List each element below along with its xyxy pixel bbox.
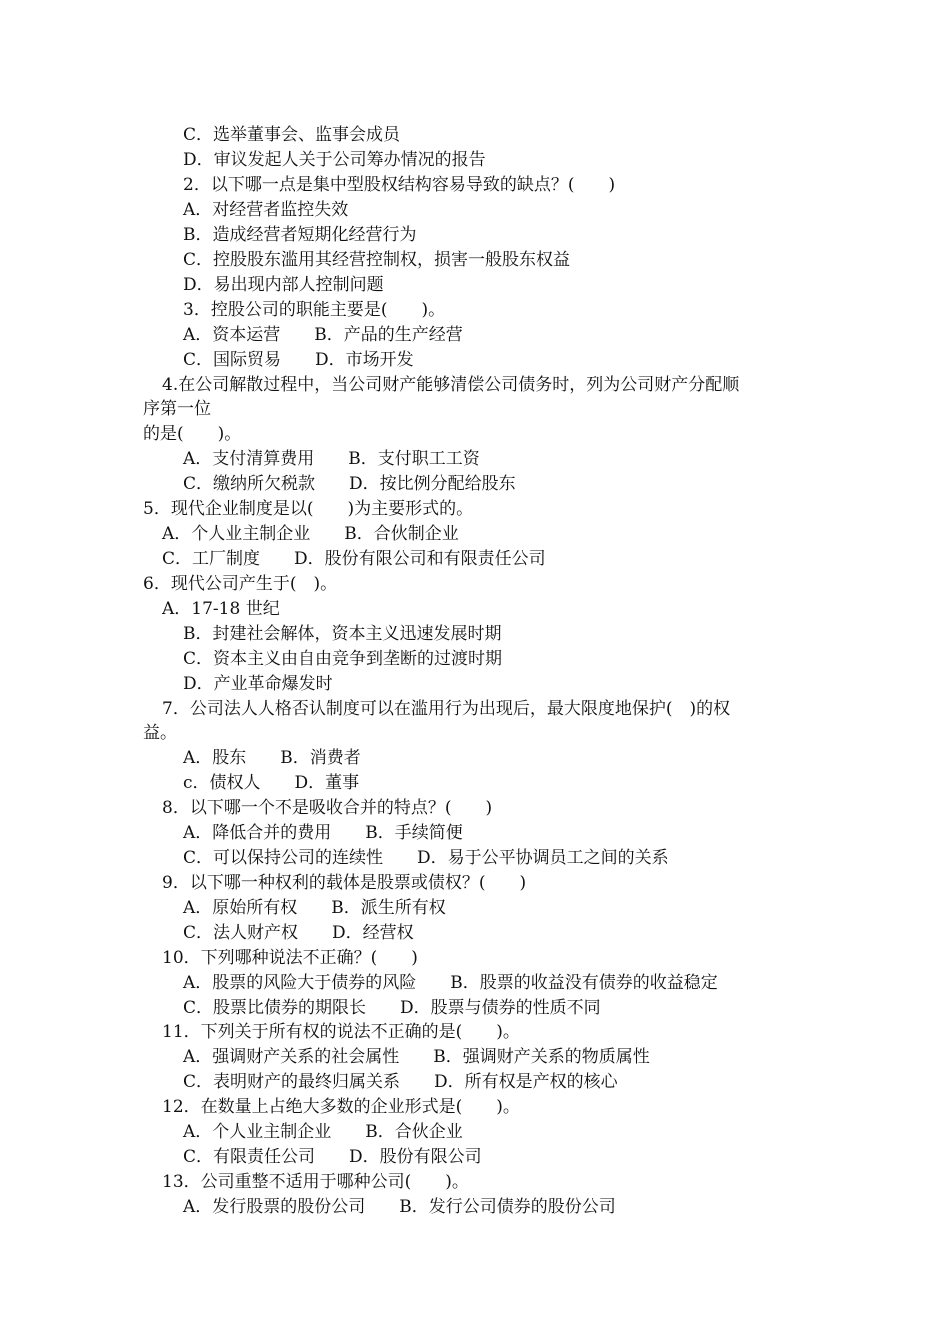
text-line: 2．以下哪一点是集中型股权结构容易导致的缺点？( )	[183, 175, 616, 195]
text-line: 4.在公司解散过程中，当公司财产能够清偿公司债务时，列为公司财产分配顺	[162, 375, 740, 395]
text-line: 7．公司法人人格否认制度可以在滥用行为出现后，最大限度地保护( )的权	[162, 699, 731, 719]
text-line: A．股东 B．消费者	[183, 748, 361, 768]
text-line: A．支付清算费用 B．支付职工工资	[183, 449, 480, 469]
text-line: 3．控股公司的职能主要是( )。	[183, 300, 446, 320]
text-line: C．表明财产的最终归属关系 D．所有权是产权的核心	[183, 1072, 618, 1092]
text-line: C．工厂制度 D．股份有限公司和有限责任公司	[162, 549, 546, 569]
text-line: 6．现代公司产生于( )。	[143, 574, 338, 594]
text-line: D．审议发起人关于公司筹办情况的报告	[183, 150, 486, 170]
text-line: 13．公司重整不适用于哪种公司( )。	[162, 1172, 469, 1192]
text-line: 9．以下哪一种权利的载体是股票或债权？( )	[162, 873, 527, 893]
text-line: D．产业革命爆发时	[183, 674, 333, 694]
text-line: A．强调财产关系的社会属性 B．强调财产关系的物质属性	[183, 1047, 650, 1067]
text-line: C．国际贸易 D．市场开发	[183, 350, 414, 370]
text-line: C．选举董事会、监事会成员	[183, 125, 401, 145]
text-line: C．法人财产权 D．经营权	[183, 923, 414, 943]
text-line: A．资本运营 B．产品的生产经营	[183, 325, 463, 345]
text-line: A．发行股票的股份公司 B．发行公司债券的股份公司	[183, 1197, 616, 1217]
text-line: C．控股股东滥用其经营控制权，损害一般股东权益	[183, 250, 571, 270]
text-line: 8．以下哪一个不是吸收合并的特点？( )	[162, 798, 493, 818]
text-line: B．造成经营者短期化经营行为	[183, 225, 417, 245]
text-line: C．缴纳所欠税款 D．按比例分配给股东	[183, 474, 516, 494]
text-line: 5．现代企业制度是以( )为主要形式的。	[143, 499, 474, 519]
text-line: A．对经营者监控失效	[183, 200, 349, 220]
text-line: A．降低合并的费用 B．手续简便	[183, 823, 463, 843]
text-line: c．债权人 D．董事	[183, 773, 360, 793]
text-line: 益。	[143, 723, 177, 743]
text-line: 12．在数量上占绝大多数的企业形式是( )。	[162, 1097, 520, 1117]
text-line: 10．下列哪种说法不正确？( )	[162, 948, 418, 968]
text-line: A．原始所有权 B．派生所有权	[183, 898, 446, 918]
text-line: C．股票比债券的期限长 D．股票与债券的性质不同	[183, 998, 601, 1018]
text-line: C．可以保持公司的连续性 D．易于公平协调员工之间的关系	[183, 848, 669, 868]
text-line: B．封建社会解体，资本主义迅速发展时期	[183, 624, 502, 644]
text-line: A．个人业主制企业 B．合伙制企业	[162, 524, 459, 544]
text-line: C．资本主义由自由竞争到垄断的过渡时期	[183, 649, 503, 669]
text-line: A．17-18 世纪	[162, 599, 280, 619]
text-line: C．有限责任公司 D．股份有限公司	[183, 1147, 482, 1167]
text-line: 的是( )。	[143, 424, 242, 444]
text-line: A．股票的风险大于债券的风险 B．股票的收益没有债券的收益稳定	[183, 973, 718, 993]
text-line: A．个人业主制企业 B．合伙企业	[183, 1122, 463, 1142]
text-line: 11．下列关于所有权的说法不正确的是( )。	[162, 1022, 520, 1042]
text-line: D．易出现内部人控制问题	[183, 275, 384, 295]
text-line: 序第一位	[143, 399, 211, 419]
